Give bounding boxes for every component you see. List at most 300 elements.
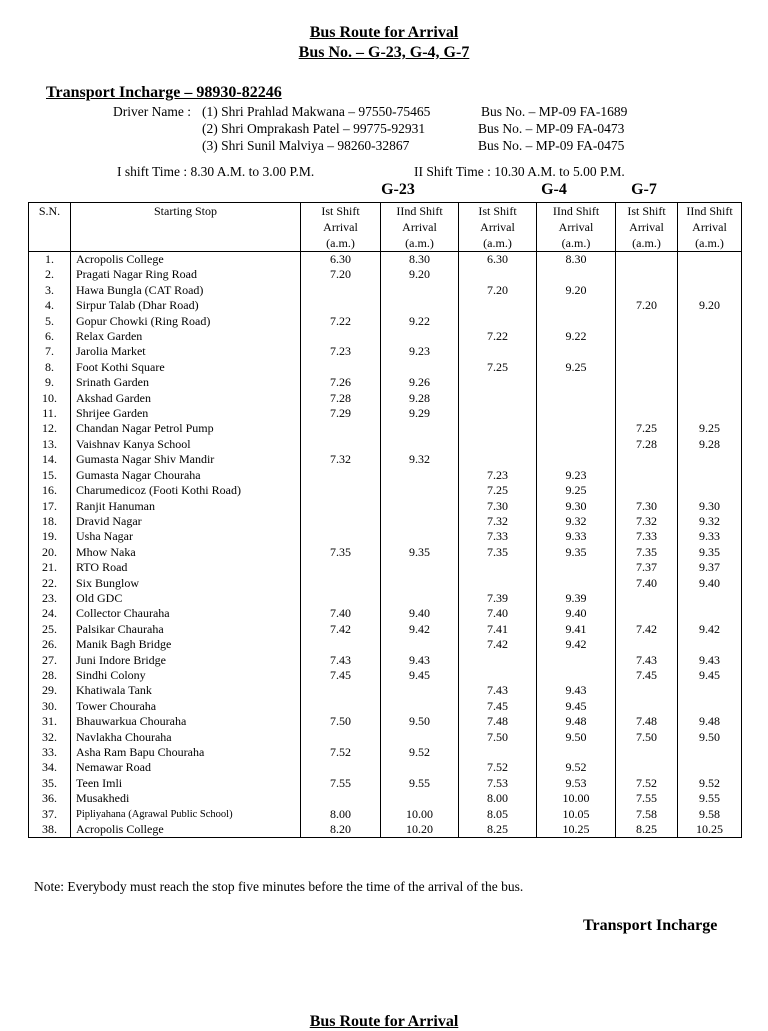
g7-shift1-cell: 7.43 [616, 653, 678, 668]
g23-shift1-cell [301, 499, 381, 514]
table-row [29, 514, 742, 529]
g23-shift1-cell: 7.42 [301, 622, 381, 637]
g23-shift1-cell [301, 298, 381, 313]
sn-cell: 15. [29, 468, 71, 483]
route-table [28, 202, 742, 838]
g7-shift2-cell: 9.50 [678, 730, 742, 745]
g23-shift2-cell [381, 591, 459, 606]
stop-name-cell: Mhow Naka [71, 545, 301, 560]
sn-cell: 22. [29, 576, 71, 591]
table-row [29, 375, 742, 390]
g4-shift2-cell [537, 653, 616, 668]
g4-shift1-cell: 7.45 [459, 699, 537, 714]
g7-shift2-cell [678, 406, 742, 421]
sn-cell: 23. [29, 591, 71, 606]
g7-shift2-cell [678, 468, 742, 483]
g23-shift2-cell [381, 468, 459, 483]
table-row [29, 606, 742, 621]
table-row [29, 468, 742, 483]
table-row [29, 637, 742, 652]
g7-shift1-cell: 7.42 [616, 622, 678, 637]
g4-shift1-cell: 7.52 [459, 760, 537, 775]
g4-shift1-cell [459, 452, 537, 467]
g7-shift1-cell: 7.25 [616, 421, 678, 436]
stop-name-cell: Tower Chouraha [71, 699, 301, 714]
second-shift-time: II Shift Time : 10.30 A.M. to 5.00 P.M. [414, 164, 625, 179]
g7-shift1-cell [616, 637, 678, 652]
g23-shift1-cell [301, 637, 381, 652]
g7-shift1-cell [616, 591, 678, 606]
g4-shift2-cell: 9.48 [537, 714, 616, 729]
g7-shift1-cell [616, 745, 678, 760]
stop-name-cell: Nemawar Road [71, 760, 301, 775]
g7-shift2-cell [678, 745, 742, 760]
g23-shift1-header: Ist Shift Arrival (a.m.) [301, 203, 381, 252]
g7-shift2-cell [678, 483, 742, 498]
g7-shift1-cell [616, 406, 678, 421]
g4-shift2-cell [537, 406, 616, 421]
g7-shift1-header: Ist Shift Arrival (a.m.) [616, 203, 678, 252]
sn-cell: 10. [29, 391, 71, 406]
stop-name-cell: Pipliyahana (Agrawal Public School) [71, 807, 301, 822]
table-row [29, 452, 742, 467]
g23-shift2-cell: 9.42 [381, 622, 459, 637]
g4-shift2-cell: 9.40 [537, 606, 616, 621]
sn-cell: 32. [29, 730, 71, 745]
g23-shift1-cell [301, 421, 381, 436]
g4-shift1-cell [459, 668, 537, 683]
g7-shift1-cell: 7.32 [616, 514, 678, 529]
sn-cell: 29. [29, 683, 71, 698]
g7-shift1-cell [616, 283, 678, 298]
g7-shift2-cell [678, 329, 742, 344]
stop-name-cell: Jarolia Market [71, 344, 301, 359]
table-row [29, 807, 742, 822]
sn-cell: 27. [29, 653, 71, 668]
g4-shift2-cell: 9.43 [537, 683, 616, 698]
g4-shift1-cell: 7.23 [459, 468, 537, 483]
g23-shift2-cell [381, 298, 459, 313]
table-row [29, 529, 742, 544]
g23-shift2-cell: 10.20 [381, 822, 459, 838]
g7-shift1-cell [616, 314, 678, 329]
table-row [29, 699, 742, 714]
g4-shift1-cell: 7.50 [459, 730, 537, 745]
g4-shift1-cell: 7.20 [459, 283, 537, 298]
g7-shift2-cell [678, 591, 742, 606]
stop-name-cell: Akshad Garden [71, 391, 301, 406]
g4-shift2-cell [537, 437, 616, 452]
g23-shift1-cell [301, 360, 381, 375]
g4-shift2-cell [537, 298, 616, 313]
table-row [29, 622, 742, 637]
bus-numbers-title: Bus No. – G-23, G-4, G-7 [298, 44, 470, 61]
g7-shift1-cell [616, 360, 678, 375]
g4-shift2-cell: 9.23 [537, 468, 616, 483]
g4-shift2-cell: 9.20 [537, 283, 616, 298]
g4-shift1-cell [459, 298, 537, 313]
g7-shift1-cell: 7.40 [616, 576, 678, 591]
g23-shift2-cell [381, 499, 459, 514]
first-shift-time: I shift Time : 8.30 A.M. to 3.00 P.M. [117, 164, 315, 179]
g4-shift1-cell: 8.25 [459, 822, 537, 838]
g23-shift1-cell: 7.52 [301, 745, 381, 760]
stop-name-cell: Collector Chauraha [71, 606, 301, 621]
table-row [29, 344, 742, 359]
transport-incharge-contact: Transport Incharge – 98930-82246 [46, 84, 282, 101]
g4-shift2-cell: 9.22 [537, 329, 616, 344]
table-row [29, 576, 742, 591]
g4-shift2-cell: 9.25 [537, 483, 616, 498]
g7-shift2-cell [678, 760, 742, 775]
g7-shift2-cell [678, 344, 742, 359]
g23-shift1-cell: 7.43 [301, 653, 381, 668]
g23-shift1-cell [301, 468, 381, 483]
stop-name-cell: Palsikar Chauraha [71, 622, 301, 637]
table-row [29, 360, 742, 375]
g7-shift1-cell [616, 606, 678, 621]
g7-shift1-cell: 7.33 [616, 529, 678, 544]
g7-shift1-cell [616, 699, 678, 714]
g23-shift1-cell [301, 483, 381, 498]
g4-shift2-cell: 9.30 [537, 499, 616, 514]
sn-cell: 37. [29, 807, 71, 822]
driver-3-name: (3) Shri Sunil Malviya – 98260-32867 [202, 138, 410, 153]
g23-shift1-cell [301, 760, 381, 775]
table-row [29, 776, 742, 791]
stop-name-cell: Bhauwarkua Chouraha [71, 714, 301, 729]
g23-shift1-cell: 7.32 [301, 452, 381, 467]
g23-shift1-cell [301, 591, 381, 606]
g4-shift2-cell [537, 391, 616, 406]
g7-shift2-cell: 9.42 [678, 622, 742, 637]
g4-shift1-cell: 7.32 [459, 514, 537, 529]
g23-shift1-cell: 7.26 [301, 375, 381, 390]
g23-shift1-cell [301, 791, 381, 806]
g23-shift1-cell [301, 560, 381, 575]
stop-name-cell: Srinath Garden [71, 375, 301, 390]
g23-shift2-cell: 9.32 [381, 452, 459, 467]
g7-shift2-cell: 9.25 [678, 421, 742, 436]
g7-shift1-cell: 8.25 [616, 822, 678, 838]
g23-shift1-cell [301, 514, 381, 529]
g4-shift2-cell: 9.25 [537, 360, 616, 375]
table-row [29, 822, 742, 838]
g4-shift1-cell: 8.05 [459, 807, 537, 822]
g4-shift2-cell [537, 421, 616, 436]
g7-shift2-cell: 9.52 [678, 776, 742, 791]
sn-cell: 36. [29, 791, 71, 806]
table-row [29, 329, 742, 344]
g7-shift2-cell [678, 699, 742, 714]
g4-shift1-cell: 7.41 [459, 622, 537, 637]
sn-cell: 2. [29, 267, 71, 282]
bus-label-g4: G-4 [541, 181, 567, 198]
g7-shift1-cell: 7.37 [616, 560, 678, 575]
g4-shift1-cell [459, 560, 537, 575]
g4-shift1-cell: 7.48 [459, 714, 537, 729]
g4-shift2-cell [537, 560, 616, 575]
g7-shift2-cell: 9.40 [678, 576, 742, 591]
g23-shift2-cell: 9.20 [381, 267, 459, 282]
g4-shift2-cell: 8.30 [537, 252, 616, 268]
g23-shift1-cell [301, 437, 381, 452]
table-row [29, 653, 742, 668]
table-row [29, 267, 742, 282]
g7-shift1-cell [616, 375, 678, 390]
g23-shift1-cell: 7.55 [301, 776, 381, 791]
driver-1-bus: Bus No. – MP-09 FA-1689 [481, 104, 628, 119]
g4-shift2-cell: 9.33 [537, 529, 616, 544]
g23-shift2-cell [381, 421, 459, 436]
g4-shift1-cell [459, 391, 537, 406]
driver-1-name: (1) Shri Prahlad Makwana – 97550-75465 [202, 104, 431, 119]
g23-shift1-cell: 7.22 [301, 314, 381, 329]
stop-name-cell: Gumasta Nagar Chouraha [71, 468, 301, 483]
g4-shift1-header: Ist Shift Arrival (a.m.) [459, 203, 537, 252]
stop-name-cell: Gopur Chowki (Ring Road) [71, 314, 301, 329]
table-row [29, 760, 742, 775]
stop-name-cell: Acropolis College [71, 252, 301, 268]
g4-shift1-cell [459, 437, 537, 452]
sn-cell: 4. [29, 298, 71, 313]
g4-shift1-cell: 7.33 [459, 529, 537, 544]
table-row [29, 714, 742, 729]
g4-shift2-cell [537, 344, 616, 359]
g4-shift2-cell: 9.41 [537, 622, 616, 637]
g7-shift1-cell: 7.20 [616, 298, 678, 313]
g4-shift1-cell: 7.43 [459, 683, 537, 698]
driver-2-bus: Bus No. – MP-09 FA-0473 [478, 121, 625, 136]
g4-shift1-cell: 7.39 [459, 591, 537, 606]
g4-shift2-cell [537, 576, 616, 591]
g4-shift1-cell [459, 375, 537, 390]
g23-shift2-cell [381, 483, 459, 498]
sn-cell: 5. [29, 314, 71, 329]
table-row [29, 298, 742, 313]
g7-shift1-cell: 7.35 [616, 545, 678, 560]
g4-shift1-cell [459, 267, 537, 282]
g4-shift1-cell [459, 344, 537, 359]
g7-shift1-cell: 7.50 [616, 730, 678, 745]
g4-shift1-cell: 6.30 [459, 252, 537, 268]
g7-shift1-cell [616, 760, 678, 775]
table-row [29, 791, 742, 806]
g7-shift2-cell [678, 606, 742, 621]
g7-shift1-cell: 7.52 [616, 776, 678, 791]
sn-cell: 12. [29, 421, 71, 436]
sn-cell: 3. [29, 283, 71, 298]
sn-cell: 8. [29, 360, 71, 375]
page-title: Bus Route for Arrival [309, 24, 459, 41]
g23-shift2-cell [381, 360, 459, 375]
g23-shift1-cell: 8.20 [301, 822, 381, 838]
g23-shift1-cell: 6.30 [301, 252, 381, 268]
g4-shift2-cell [537, 452, 616, 467]
stop-name-cell: Usha Nagar [71, 529, 301, 544]
g7-shift2-cell [678, 283, 742, 298]
g23-shift2-cell [381, 576, 459, 591]
table-row [29, 545, 742, 560]
g7-shift2-cell [678, 252, 742, 268]
sn-cell: 18. [29, 514, 71, 529]
g7-shift2-cell: 9.58 [678, 807, 742, 822]
table-row [29, 406, 742, 421]
stop-name-cell: Charumedicoz (Footi Kothi Road) [71, 483, 301, 498]
g7-shift2-cell: 9.37 [678, 560, 742, 575]
g4-shift2-cell: 10.00 [537, 791, 616, 806]
g4-shift2-cell [537, 314, 616, 329]
g23-shift1-cell: 7.35 [301, 545, 381, 560]
g23-shift1-cell [301, 576, 381, 591]
stop-name-cell: Old GDC [71, 591, 301, 606]
g7-shift1-cell [616, 344, 678, 359]
g7-shift1-cell [616, 267, 678, 282]
driver-2-name: (2) Shri Omprakash Patel – 99775-92931 [202, 121, 426, 136]
stop-header: Starting Stop [71, 203, 301, 252]
g23-shift2-cell [381, 514, 459, 529]
table-row [29, 730, 742, 745]
g4-shift1-cell: 8.00 [459, 791, 537, 806]
g7-shift1-cell: 7.58 [616, 807, 678, 822]
sn-cell: 28. [29, 668, 71, 683]
stop-name-cell: Pragati Nagar Ring Road [71, 267, 301, 282]
sn-cell: 34. [29, 760, 71, 775]
next-page-title: Bus Route for Arrival [309, 1013, 459, 1030]
stop-name-cell: Musakhedi [71, 791, 301, 806]
g7-shift2-header: IInd Shift Arrival (a.m.) [678, 203, 742, 252]
g23-shift1-cell: 7.45 [301, 668, 381, 683]
table-row [29, 668, 742, 683]
g4-shift1-cell: 7.25 [459, 360, 537, 375]
table-header-row [29, 203, 742, 252]
sn-cell: 17. [29, 499, 71, 514]
table-row [29, 314, 742, 329]
g7-shift1-cell: 7.48 [616, 714, 678, 729]
g23-shift1-cell [301, 683, 381, 698]
g23-shift2-cell: 9.52 [381, 745, 459, 760]
g23-shift2-cell [381, 699, 459, 714]
g23-shift2-cell [381, 329, 459, 344]
g4-shift1-cell: 7.53 [459, 776, 537, 791]
sn-cell: 14. [29, 452, 71, 467]
g23-shift2-cell: 9.55 [381, 776, 459, 791]
stop-name-cell: Acropolis College [71, 822, 301, 838]
sn-cell: 13. [29, 437, 71, 452]
bus-label-g7: G-7 [631, 181, 657, 198]
table-row [29, 252, 742, 268]
sn-cell: 11. [29, 406, 71, 421]
sn-cell: 21. [29, 560, 71, 575]
g7-shift2-cell [678, 452, 742, 467]
stop-name-cell: Shrijee Garden [71, 406, 301, 421]
g7-shift2-cell [678, 267, 742, 282]
g23-shift1-cell: 7.28 [301, 391, 381, 406]
sn-cell: 33. [29, 745, 71, 760]
route-table-body [29, 252, 742, 838]
g23-shift2-cell [381, 760, 459, 775]
g7-shift2-cell: 9.30 [678, 499, 742, 514]
g23-shift2-cell: 9.45 [381, 668, 459, 683]
g7-shift2-cell [678, 683, 742, 698]
g7-shift2-cell: 9.55 [678, 791, 742, 806]
stop-name-cell: Gumasta Nagar Shiv Mandir [71, 452, 301, 467]
g7-shift1-cell: 7.55 [616, 791, 678, 806]
bus-label-g23: G-23 [381, 181, 415, 198]
g7-shift1-cell: 7.30 [616, 499, 678, 514]
g4-shift1-cell [459, 576, 537, 591]
g4-shift2-cell: 9.45 [537, 699, 616, 714]
table-row [29, 483, 742, 498]
table-row [29, 421, 742, 436]
g7-shift1-cell [616, 252, 678, 268]
arrival-note: Note: Everybody must reach the stop five minutes before the time of the arrival of the bus. [34, 879, 524, 894]
g7-shift2-cell: 10.25 [678, 822, 742, 838]
g4-shift2-cell: 10.25 [537, 822, 616, 838]
sn-cell: 25. [29, 622, 71, 637]
g23-shift2-cell [381, 437, 459, 452]
stop-name-cell: Ranjit Hanuman [71, 499, 301, 514]
g4-shift2-cell: 9.53 [537, 776, 616, 791]
driver-3-bus: Bus No. – MP-09 FA-0475 [478, 138, 625, 153]
g4-shift2-cell: 10.05 [537, 807, 616, 822]
sn-cell: 38. [29, 822, 71, 838]
stop-name-cell: Relax Garden [71, 329, 301, 344]
table-row [29, 683, 742, 698]
g7-shift1-cell: 7.45 [616, 668, 678, 683]
g4-shift1-cell [459, 406, 537, 421]
g23-shift2-cell: 9.43 [381, 653, 459, 668]
g23-shift2-cell [381, 560, 459, 575]
sn-cell: 9. [29, 375, 71, 390]
g7-shift2-cell: 9.48 [678, 714, 742, 729]
sn-cell: 16. [29, 483, 71, 498]
sn-cell: 19. [29, 529, 71, 544]
sn-cell: 20. [29, 545, 71, 560]
stop-name-cell: Manik Bagh Bridge [71, 637, 301, 652]
g23-shift1-cell: 7.29 [301, 406, 381, 421]
g4-shift2-cell: 9.39 [537, 591, 616, 606]
g23-shift2-cell: 9.35 [381, 545, 459, 560]
g7-shift1-cell [616, 468, 678, 483]
table-row [29, 391, 742, 406]
stop-name-cell: Asha Ram Bapu Chouraha [71, 745, 301, 760]
g23-shift2-cell: 9.28 [381, 391, 459, 406]
stop-name-cell: Juni Indore Bridge [71, 653, 301, 668]
table-row [29, 437, 742, 452]
g4-shift2-cell [537, 668, 616, 683]
stop-name-cell: Sindhi Colony [71, 668, 301, 683]
stop-name-cell: Navlakha Chouraha [71, 730, 301, 745]
stop-name-cell: Khatiwala Tank [71, 683, 301, 698]
g4-shift1-cell: 7.35 [459, 545, 537, 560]
g4-shift2-cell: 9.42 [537, 637, 616, 652]
stop-name-cell: Teen Imli [71, 776, 301, 791]
g23-shift2-cell: 9.40 [381, 606, 459, 621]
signature-transport-incharge: Transport Incharge [583, 917, 718, 934]
sn-cell: 24. [29, 606, 71, 621]
g7-shift2-cell [678, 360, 742, 375]
g23-shift1-cell [301, 329, 381, 344]
g7-shift2-cell [678, 637, 742, 652]
g7-shift2-cell [678, 314, 742, 329]
g23-shift2-cell: 8.30 [381, 252, 459, 268]
sn-cell: 1. [29, 252, 71, 268]
stop-name-cell: Sirpur Talab (Dhar Road) [71, 298, 301, 313]
g23-shift2-cell: 9.50 [381, 714, 459, 729]
g23-shift2-cell [381, 683, 459, 698]
g7-shift1-cell [616, 483, 678, 498]
